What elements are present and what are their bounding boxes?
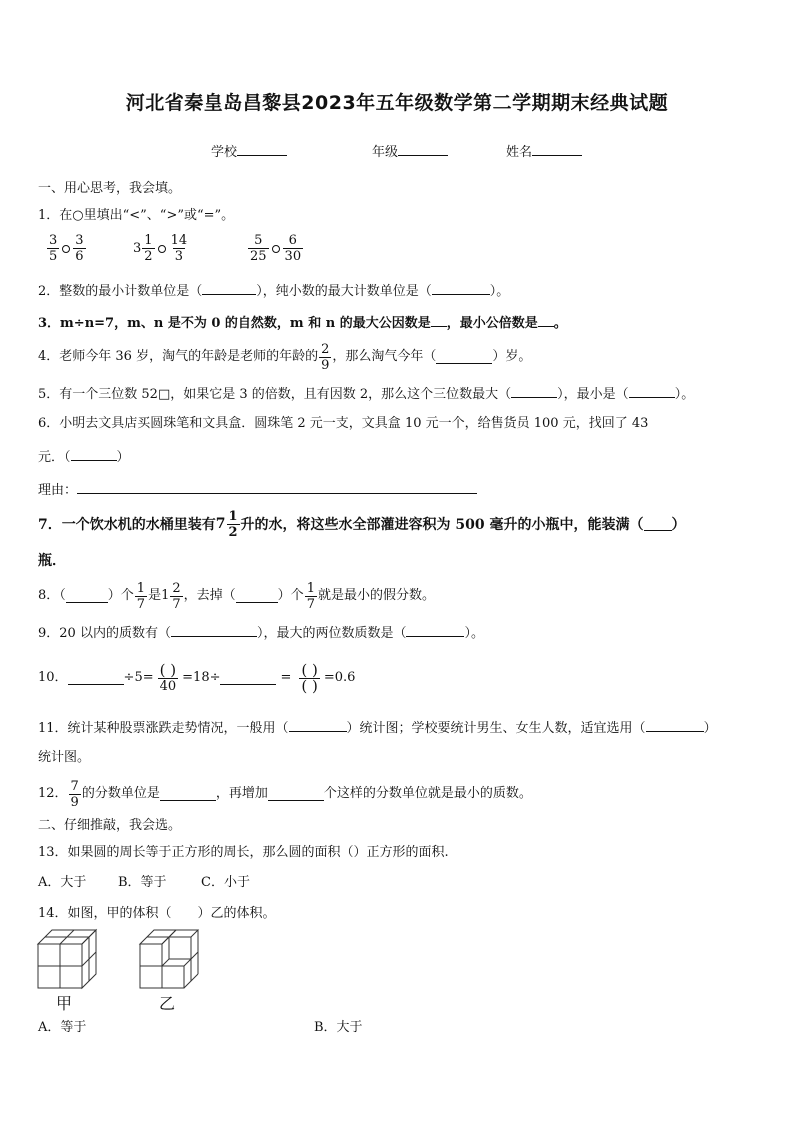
- question-13: 13．如果圆的周长等于正方形的周长，那么圆的面积（）正方形的面积.: [38, 845, 449, 860]
- question-8: 8．（ ）个 $\frac{1}{7}$ 是 1 $\frac{2}{7}$ ，去掉（ ）个 $\frac{1}{7}$ 就是最小的假分数。: [38, 580, 435, 612]
- compare-circle[interactable]: [272, 245, 280, 253]
- compare-circle[interactable]: [62, 245, 70, 253]
- figure-b-label: 乙: [159, 994, 176, 1013]
- fraction: $\frac{1}{2}$: [228, 508, 238, 540]
- compare-pair-2: 3 $\frac{1}{2}$ $\frac{14}{3}$: [133, 233, 188, 264]
- question-7-line-2: 瓶．: [38, 553, 66, 569]
- question-6-reason: 理由：: [38, 480, 477, 500]
- page-title: 河北省秦皇岛昌黎县2023年五年级数学第二学期期末经典试题: [125, 92, 669, 114]
- grade-label: 年级: [372, 145, 399, 160]
- fraction: $\frac{3}{6}$: [75, 233, 84, 264]
- reason-blank[interactable]: [77, 480, 477, 494]
- answer-blank[interactable]: [202, 281, 256, 295]
- answer-blank[interactable]: [511, 384, 557, 398]
- compare-circle[interactable]: [158, 245, 166, 253]
- question-2: 2．整数的最小计数单位是（ ），纯小数的最大计数单位是（ ）。: [38, 281, 509, 301]
- question-5: 5．有一个三位数 52□，如果它是 3 的倍数，且有因数 2，那么这个三位数最大（ ），最小是（ ）。: [38, 384, 694, 404]
- question-11-line-2: 统计图。: [38, 750, 91, 765]
- fraction: $\frac{3}{5}$: [49, 233, 58, 264]
- question-14: 14．如图，甲的体积（ ）乙的体积。: [38, 906, 276, 921]
- option-13-b[interactable]: B．等于: [118, 875, 167, 890]
- answer-blank[interactable]: [289, 718, 347, 732]
- school-label: 学校: [211, 145, 238, 160]
- grade-field: [372, 142, 448, 162]
- compare-pair-1: [46, 233, 87, 264]
- fraction: $\frac{( )}{( )}$: [301, 660, 318, 695]
- answer-blank[interactable]: [431, 313, 447, 327]
- question-6-line-2: 元．（ ）: [38, 447, 130, 467]
- fraction: $\frac{6}{30}$: [284, 233, 302, 264]
- fraction: $\frac{2}{9}$: [321, 341, 330, 373]
- question-4: 4．老师今年 36 岁，淘气的年龄是老师的年龄的 $\frac{2}{9}$ ，那么淘气今年（ ）岁。: [38, 341, 532, 373]
- answer-blank[interactable]: [432, 281, 490, 295]
- grade-blank[interactable]: [398, 142, 448, 156]
- fraction: $\frac{1}{7}$: [136, 580, 146, 612]
- answer-blank[interactable]: [236, 589, 278, 603]
- fraction: $\frac{1}{2}$: [144, 233, 153, 264]
- cube-figure-b: [138, 928, 208, 990]
- option-13-a[interactable]: A．大于: [38, 875, 87, 890]
- question-7: 7．一个饮水机的水桶里装有 7 $\frac{1}{2}$ 升的水，将这些水全部灌进容积为 500 毫升的小瓶中，能装满（ ）: [38, 508, 686, 540]
- question-12: 12． $\frac{7}{9}$ 的分数单位是 ，再增加 个这样的分数单位就是最小的质数。: [38, 778, 532, 810]
- fraction: $\frac{7}{9}$: [70, 778, 79, 810]
- section-2-heading: 二、仔细推敲，我会选。: [38, 818, 182, 833]
- question-10: 10． ÷5= $\frac{( )}{40}$ =18÷ = $\frac{( )}{( )}$ =0.6: [38, 660, 356, 695]
- answer-blank[interactable]: [268, 787, 324, 801]
- answer-blank[interactable]: [220, 671, 276, 685]
- answer-blank[interactable]: [71, 447, 117, 461]
- answer-blank[interactable]: [629, 384, 675, 398]
- answer-blank[interactable]: [68, 671, 124, 685]
- fraction: $\frac{2}{7}$: [172, 580, 181, 612]
- fraction: $\frac{5}{25}$: [250, 233, 267, 264]
- fraction: $\frac{1}{7}$: [306, 580, 315, 612]
- fraction: $\frac{( )}{40}$: [159, 660, 177, 694]
- name-label: 姓名: [506, 145, 533, 160]
- answer-blank[interactable]: [436, 350, 492, 364]
- cube-figure-a: [36, 928, 106, 990]
- school-field: [211, 142, 287, 162]
- option-14-a[interactable]: A．等于: [38, 1020, 87, 1035]
- fraction: $\frac{14}{3}$: [170, 233, 188, 264]
- compare-pair-3: [247, 233, 304, 264]
- answer-blank[interactable]: [406, 623, 464, 637]
- answer-blank[interactable]: [646, 718, 704, 732]
- option-14-b[interactable]: B．大于: [314, 1020, 363, 1035]
- name-field: [506, 142, 582, 162]
- question-3: 3．m÷n=7，m、n 是不为 0 的自然数，m 和 n 的最大公因数是 ，最小公倍数是 。: [38, 313, 567, 333]
- answer-blank[interactable]: [160, 787, 216, 801]
- answer-blank[interactable]: [66, 589, 108, 603]
- section-1-heading: 一、用心思考，我会填。: [38, 181, 182, 196]
- answer-blank[interactable]: [171, 623, 257, 637]
- figure-a-label: 甲: [56, 994, 73, 1013]
- question-6-line-1: 6．小明去文具店买圆珠笔和文具盒．圆珠笔 2 元一支，文具盒 10 元一个，给售货员 100 元，找回了 43: [38, 416, 649, 431]
- question-1: 1．在○里填出“<”、“>”或“=”。: [38, 208, 235, 223]
- school-blank[interactable]: [237, 142, 287, 156]
- name-blank[interactable]: [532, 142, 582, 156]
- answer-blank[interactable]: [644, 517, 672, 531]
- question-9: 9．20 以内的质数有（ ），最大的两位数质数是（ ）。: [38, 623, 484, 643]
- option-13-c[interactable]: C．小于: [201, 875, 250, 890]
- answer-blank[interactable]: [538, 313, 554, 327]
- question-11-line-1: 11．统计某种股票涨跌走势情况，一般用（ ）统计图；学校要统计男生、女生人数，适宜选用（ ）: [38, 718, 717, 738]
